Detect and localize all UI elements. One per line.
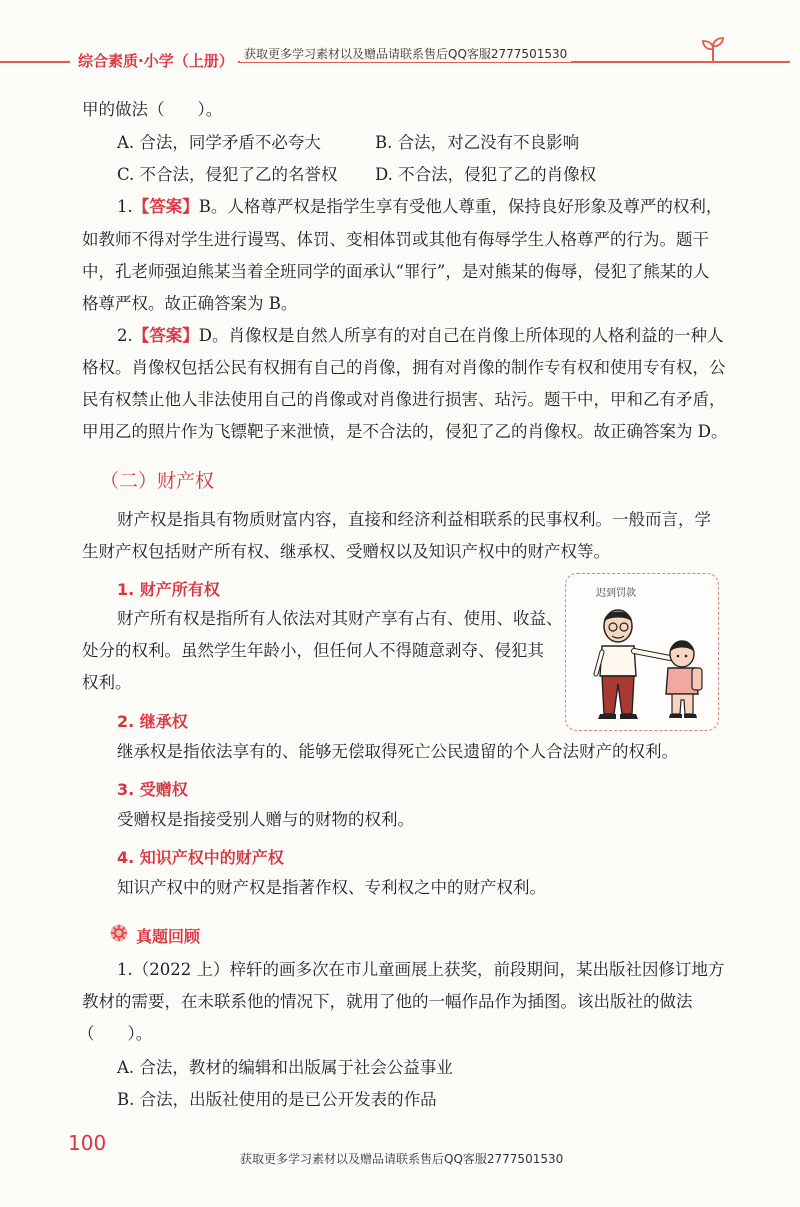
option-b: B. 合法，对乙没有不良影响: [375, 133, 580, 152]
answer-2-line-4: 甲用乙的照片作为飞镖靶子来泄愤，是不合法的，侵犯了乙的肖像权。故正确答案为 D。: [82, 422, 728, 441]
teacher-fining-student-illustration: [574, 596, 710, 724]
sub1-line-3: 权利。: [82, 673, 132, 692]
footer-watermark: 获取更多学习素材以及赠品请联系售后QQ客服2777501530: [240, 1152, 564, 1166]
illustration-box: [565, 573, 719, 731]
page-number: 100: [68, 1131, 107, 1155]
answer-2-line-1: [117, 326, 723, 346]
answer-1-tag: 【答案】: [132, 197, 199, 216]
illustration-caption: 迟到罚款: [596, 588, 636, 599]
review-option-b: B. 合法，出版社使用的是已公开发表的作品: [117, 1090, 437, 1109]
book-title: 综合素质·小学（上册）: [78, 52, 234, 70]
review-option-a: A. 合法，教材的编辑和出版属于社会公益事业: [117, 1058, 453, 1077]
answer-2-line-2: 格权。肖像权包括公民有权拥有自己的肖像，拥有对肖像的制作专有权和使用专有权，公: [82, 358, 726, 377]
answer-1-line-3: 中，孔老师强迫熊某当着全班同学的面承认“罪行”，是对熊某的侮辱，侵犯了熊某的人: [82, 262, 710, 281]
answer-1-line-2: 如教师不得对学生进行谩骂、体罚、变相体罚或其他有侮辱学生人格尊严的行为。题干: [82, 230, 709, 249]
answer-1-text: B。人格尊严权是指学生享有受他人尊重，保持良好形象及尊严的权利，: [198, 197, 723, 216]
header-watermark: 获取更多学习素材以及赠品请联系售后QQ客服2777501530: [240, 45, 571, 62]
answer-1-line-4: 格尊严权。故正确答案为 B。: [82, 294, 298, 313]
answer-1-line-1: [117, 197, 722, 217]
section-title: （二）财产权: [100, 470, 215, 492]
sun-icon: [109, 923, 129, 943]
answer-2-line-3: 民有权禁止他人非法使用自己的肖像或对肖像进行损害、玷污。题干中，甲和乙有矛盾，: [82, 390, 726, 409]
review-q-line-3: （ ）。: [78, 1024, 153, 1043]
sprout-icon: [700, 36, 726, 64]
answer-2-text: D。肖像权是自然人所享有的对自己在肖像上所体现的人格利益的一种人: [198, 326, 724, 345]
property-intro-line-1: 财产权是指具有物质财富内容，直接和经济利益相联系的民事权利。一般而言，学: [117, 510, 711, 529]
answer-2-num: 2.: [117, 326, 133, 345]
option-a: A. 合法，同学矛盾不必夸大: [117, 133, 321, 152]
sub4-title: 4. 知识产权中的财产权: [117, 848, 284, 867]
answer-2-tag: 【答案】: [132, 326, 199, 345]
review-title: 真题回顾: [136, 927, 201, 946]
sub3-text: 受赠权是指接受别人赠与的财物的权利。: [117, 810, 414, 829]
property-intro-line-2: 生财产权包括财产所有权、继承权、受赠权以及知识产权中的财产权等。: [82, 542, 610, 561]
sub1-title: 1. 财产所有权: [117, 580, 220, 599]
review-q-line-1: 1.（2022 上）梓轩的画多次在市儿童画展上获奖，前段期间，某出版社因修订地方: [117, 960, 725, 979]
answer-1-num: 1.: [117, 197, 133, 216]
option-d: D. 不合法，侵犯了乙的肖像权: [375, 165, 597, 184]
review-q-line-2: 教材的需要，在未联系他的情况下，就用了他的一幅作品作为插图。该出版社的做法: [82, 992, 693, 1011]
question-tail: 甲的做法（ ）。: [82, 100, 223, 119]
sub2-title: 2. 继承权: [117, 712, 188, 731]
sub2-text: 继承权是指依法享有的、能够无偿取得死亡公民遗留的个人合法财产的权利。: [117, 742, 678, 761]
option-c: C. 不合法，侵犯了乙的名誉权: [117, 165, 338, 184]
sub4-text: 知识产权中的财产权是指著作权、专利权之中的财产权利。: [117, 878, 546, 897]
sub3-title: 3. 受赠权: [117, 780, 188, 799]
sub1-line-1: 财产所有权是指所有人依法对其财产享有占有、使用、收益、: [117, 609, 563, 628]
sub1-line-2: 处分的权利。虽然学生年龄小，但任何人不得随意剥夺、侵犯其: [82, 641, 544, 660]
